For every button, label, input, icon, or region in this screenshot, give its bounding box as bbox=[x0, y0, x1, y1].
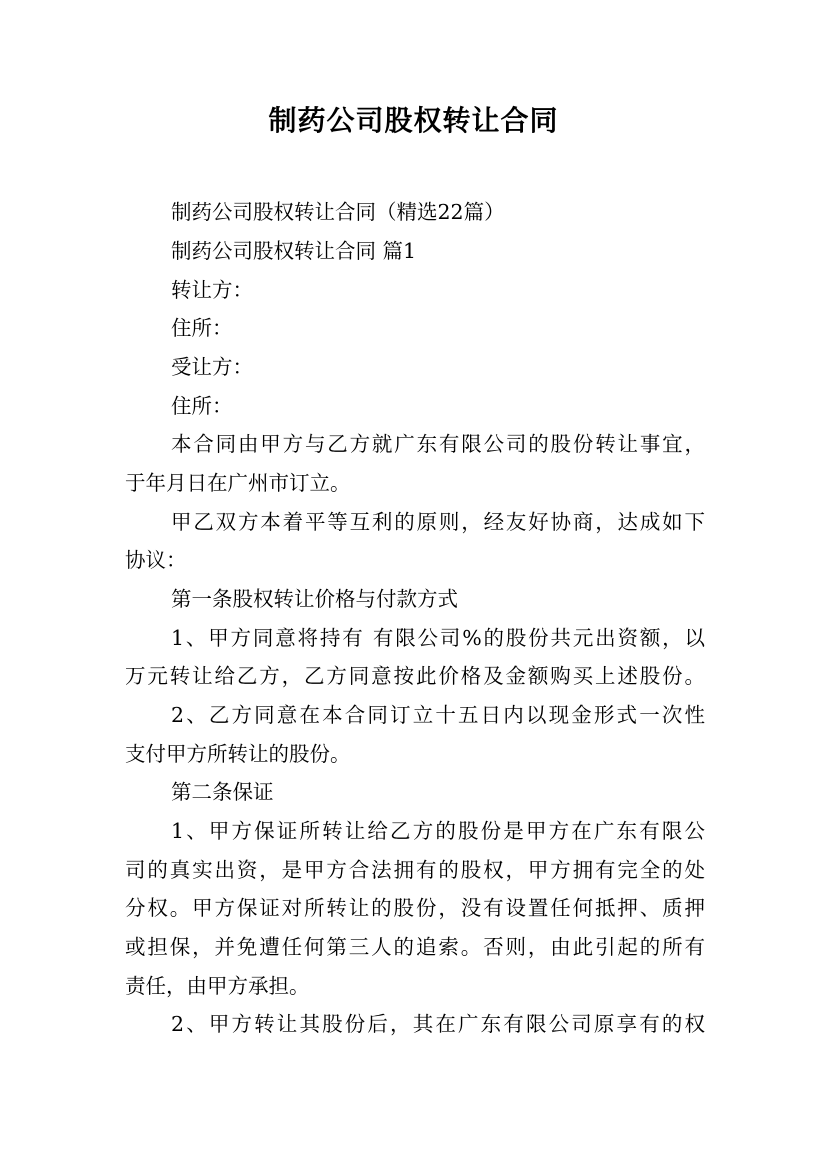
paragraph-line: 于年月日在广州市订立。 bbox=[125, 471, 351, 495]
paragraph-line: 或担保，并免遭任何第三人的追索。否则，由此引起的所有 bbox=[125, 935, 705, 959]
paragraph-line: 制药公司股权转让合同（精选22篇） bbox=[171, 200, 505, 224]
paragraph-line: 2、乙方同意在本合同订立十五日内以现金形式一次性 bbox=[171, 703, 705, 727]
paragraph-line: 转让方： bbox=[171, 278, 253, 302]
section-heading: 第二条保证 bbox=[171, 780, 274, 804]
paragraph-line: 协议： bbox=[125, 548, 187, 572]
paragraph-line: 责任，由甲方承担。 bbox=[125, 974, 310, 998]
paragraph-line: 万元转让给乙方，乙方同意按此价格及金额购买上述股份。 bbox=[125, 664, 705, 688]
paragraph-line: 司的真实出资，是甲方合法拥有的股权，甲方拥有完全的处 bbox=[125, 858, 705, 882]
paragraph-line: 1、甲方保证所转让给乙方的股份是甲方在广东有限公 bbox=[171, 819, 705, 843]
paragraph-line: 受让方： bbox=[171, 355, 253, 379]
paragraph-line: 分权。甲方保证对所转让的股份，没有设置任何抵押、质押 bbox=[125, 896, 705, 920]
paragraph-line: 本合同由甲方与乙方就广东有限公司的股份转让事宜， bbox=[171, 432, 705, 456]
paragraph-line: 支付甲方所转让的股份。 bbox=[125, 742, 351, 766]
paragraph-line: 制药公司股权转让合同 篇1 bbox=[171, 239, 417, 263]
paragraph-line: 1、甲方同意将持有 有限公司%的股份共元出资额，以 bbox=[171, 626, 705, 650]
document-title: 制药公司股权转让合同 bbox=[268, 104, 559, 137]
paragraph-line: 住所： bbox=[171, 394, 233, 418]
paragraph-line: 住所： bbox=[171, 316, 233, 340]
paragraph-line: 甲乙双方本着平等互利的原则，经友好协商，达成如下 bbox=[171, 510, 705, 534]
paragraph-line: 2、甲方转让其股份后，其在广东有限公司原享有的权 bbox=[171, 1012, 705, 1036]
section-heading: 第一条股权转让价格与付款方式 bbox=[171, 587, 458, 611]
